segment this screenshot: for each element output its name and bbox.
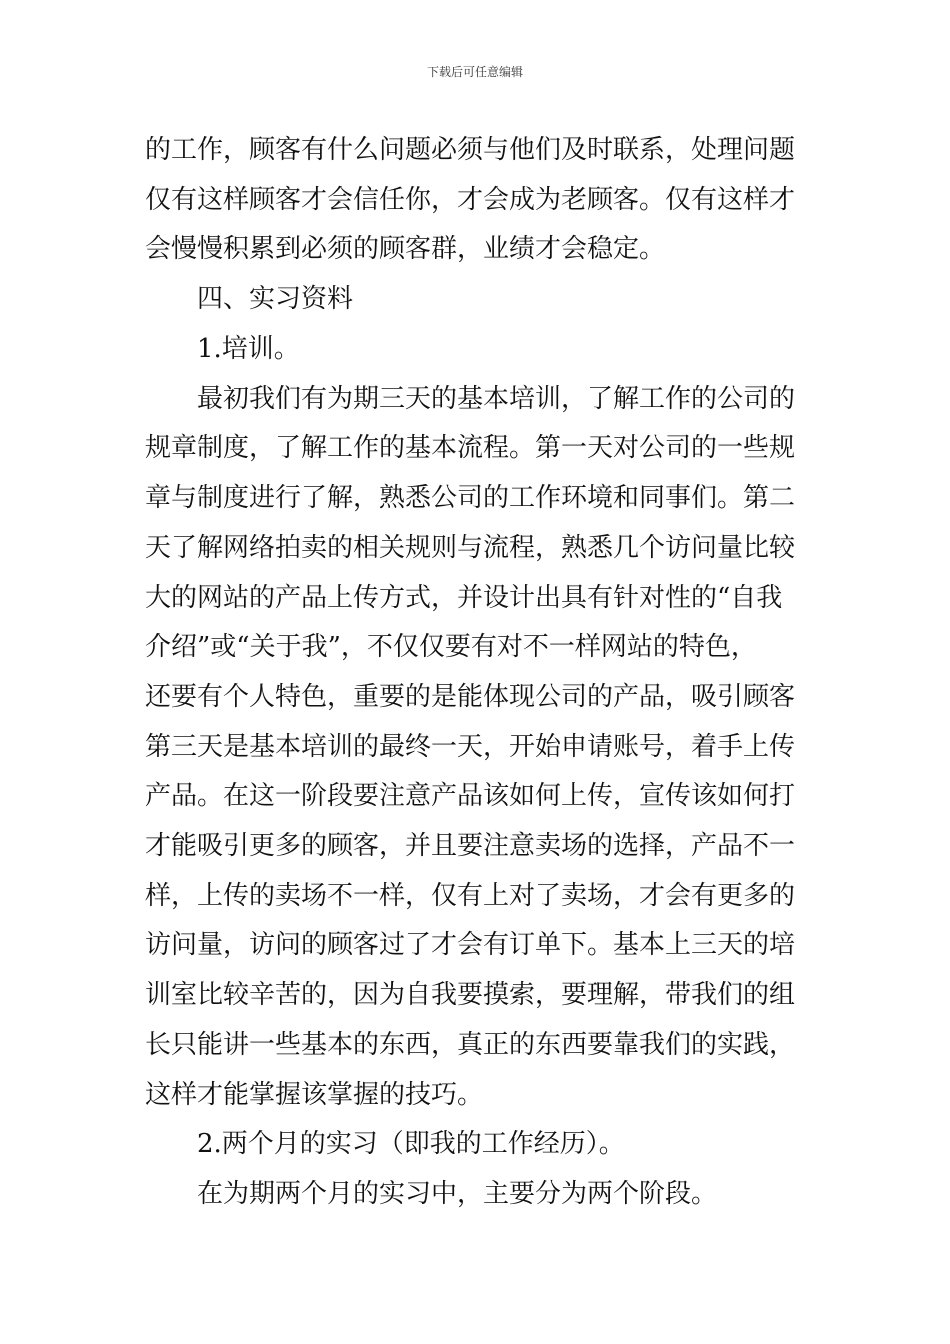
body-line: 训室比较辛苦的，因为自我要摸索，要理解，带我们的组 bbox=[145, 980, 796, 1010]
body-line: 这样才能掌握该掌握的技巧。 bbox=[145, 1080, 484, 1110]
subsection-heading: 2.两个月的实习（即我的工作经历）。 bbox=[197, 1129, 625, 1159]
body-line: 产品。在这一阶段要注意产品该如何上传，宣传该如何打 bbox=[145, 781, 796, 811]
body-line: 样，上传的卖场不一样，仅有上对了卖场，才会有更多的 bbox=[145, 881, 796, 911]
body-line: 第三天是基本培训的最终一天，开始申请账号，着手上传 bbox=[145, 732, 796, 762]
section-heading: 四、实习资料 bbox=[197, 284, 354, 314]
body-line: 访问量，访问的顾客过了才会有订单下。基本上三天的培 bbox=[145, 930, 796, 960]
body-line: 仅有这样顾客才会信任你，才会成为老顾客。仅有这样才 bbox=[145, 185, 796, 215]
body-line: 介绍”或“关于我”，不仅仅要有对不一样网站的特色， bbox=[145, 632, 757, 662]
page-header: 下载后可任意编辑 bbox=[426, 65, 523, 79]
body-line: 才能吸引更多的顾客，并且要注意卖场的选择，产品不一 bbox=[145, 831, 796, 861]
body-line: 规章制度，了解工作的基本流程。第一天对公司的一些规 bbox=[145, 433, 796, 463]
body-line: 章与制度进行了解，熟悉公司的工作环境和同事们。第二 bbox=[145, 483, 796, 513]
body-line: 还要有个人特色，重要的是能体现公司的产品，吸引顾客 bbox=[145, 682, 796, 712]
body-line: 天了解网络拍卖的相关规则与流程，熟悉几个访问量比较 bbox=[145, 533, 796, 563]
body-line: 长只能讲一些基本的东西，真正的东西要靠我们的实践， bbox=[145, 1030, 796, 1060]
body-line: 会慢慢积累到必须的顾客群，业绩才会稳定。 bbox=[145, 234, 666, 264]
body-line: 最初我们有为期三天的基本培训，了解工作的公司的 bbox=[197, 384, 796, 414]
body-line: 在为期两个月的实习中，主要分为两个阶段。 bbox=[197, 1179, 718, 1209]
body-line: 大的网站的产品上传方式，并设计出具有针对性的“自我 bbox=[145, 583, 783, 613]
subsection-heading: 1.培训。 bbox=[197, 334, 300, 364]
body-line: 的工作，顾客有什么问题必须与他们及时联系，处理问题 bbox=[145, 135, 796, 165]
